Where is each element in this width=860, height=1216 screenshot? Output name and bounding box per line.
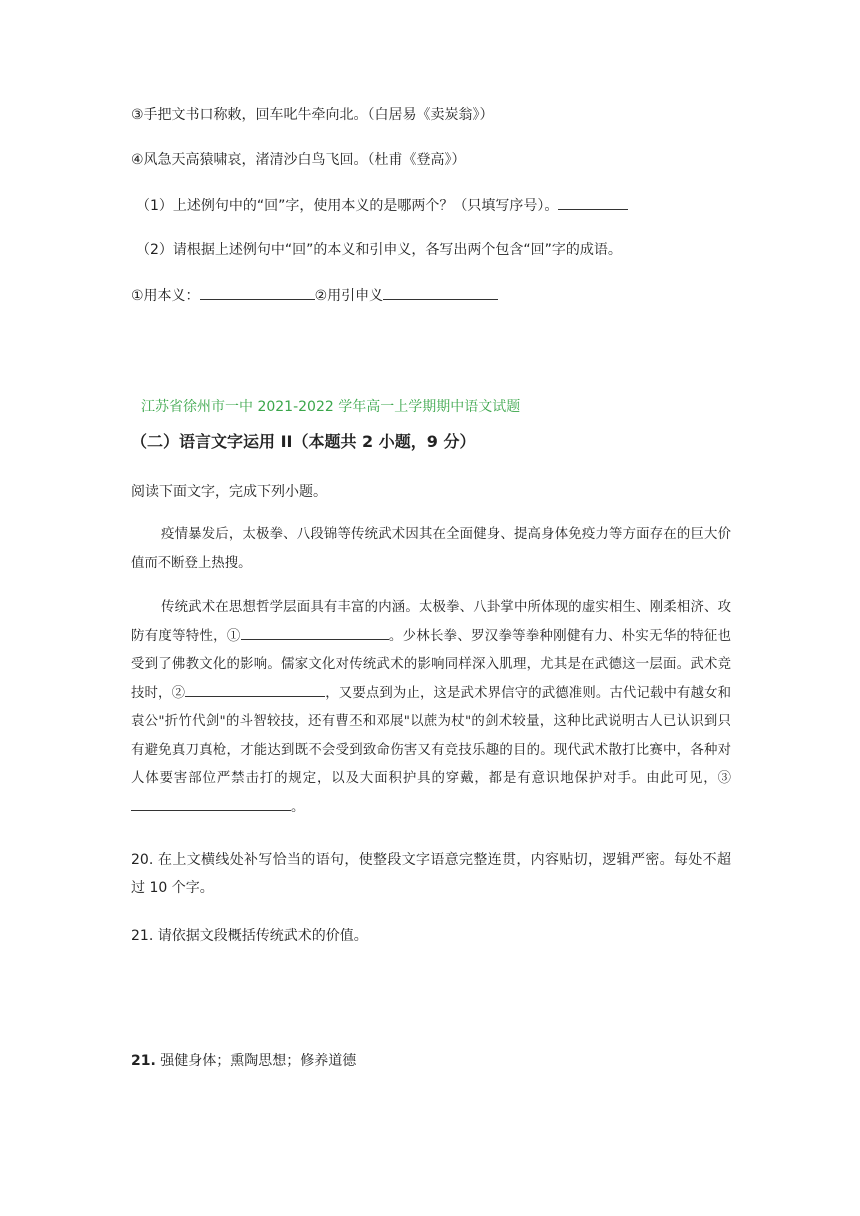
answer-21 bbox=[131, 1050, 356, 1070]
source-label: 江苏省徐州市一中 2021-2022 学年高一上学期期中语文试题 bbox=[141, 399, 521, 415]
passage-p2-part-b: 。少林长拳、罗汉拳等拳种刚健有力、朴实无华的特征也受到了佛教文化的影响。儒家文化对传统武术的影响同样深入肌理，尤其是在武德这一层面。武术竞技时，② bbox=[131, 628, 732, 701]
question-21: 21. 请依据文段概括传统武术的价值。 bbox=[131, 928, 368, 944]
blank-3[interactable] bbox=[131, 796, 291, 811]
answer-number: 21. bbox=[131, 1053, 156, 1069]
instruction: 阅读下面文字，完成下列小题。 bbox=[131, 484, 327, 500]
question-2: （2）请根据上述例句中“回”的本义和引申义，各写出两个包含“回”字的成语。 bbox=[136, 242, 622, 258]
question-20: 20. 在上文横线处补写恰当的语句，使整段文字语意完整连贯，内容贴切，逻辑严密。每处不超过 10 个字。 bbox=[131, 852, 731, 896]
blank-2[interactable] bbox=[185, 682, 325, 697]
answer-blank-q1[interactable] bbox=[558, 195, 628, 210]
passage-p2-part-a: 传统武术在思想哲学层面具有丰富的内涵。太极拳、八卦掌中所体现的虚实相生、刚柔相济、攻防有度等特性，① bbox=[131, 600, 731, 644]
blank-1[interactable] bbox=[241, 625, 389, 640]
question-1 bbox=[136, 195, 628, 216]
passage-paragraph-1: 疫情暴发后，太极拳、八段锦等传统武术因其在全面健身、提高身体免疫力等方面存在的巨大价值而不断登上热搜。 bbox=[131, 527, 731, 571]
answer-text: 强健身体；熏陶思想；修养道德 bbox=[155, 1053, 357, 1069]
fill-label-extended: ②用引申义 bbox=[314, 288, 384, 304]
passage-p2-part-d: 。 bbox=[291, 799, 305, 815]
fill-label-original: ①用本义： bbox=[131, 288, 200, 304]
example-line-3: ③手把文书口称敕，回车叱牛牵向北。（白居易《卖炭翁》） bbox=[131, 107, 494, 123]
answer-blank-original-meaning[interactable] bbox=[200, 285, 315, 300]
answer-blank-extended-meaning[interactable] bbox=[383, 285, 498, 300]
question-1-text: （1）上述例句中的“回”字，使用本义的是哪两个？（只填写序号）。 bbox=[136, 198, 559, 214]
fill-line bbox=[131, 285, 498, 306]
passage-p2-part-c: ，又要点到为止，这是武术界信守的武德准则。古代记载中有越女和袁公"折竹代剑"的斗智较技，还有曹丕和邓展"以蔗为杖"的剑术较量，这种比武说明古人已认识到只有避免真刀真枪，才能达到既不会受到致命伤害又有竞技乐趣的目的。现代武术散打比赛中，各种对人体要害部位严禁击打的规定，以及大面积护具的穿戴，都是有意识地保护对手。由此可见，③ bbox=[131, 685, 732, 786]
example-line-4: ④风急天高猿啸哀，渚清沙白鸟飞回。（杜甫《登高》） bbox=[131, 152, 466, 168]
section-heading: （二）语言文字运用 II（本题共 2 小题，9 分） bbox=[131, 432, 476, 451]
passage-paragraph-2 bbox=[131, 594, 731, 822]
